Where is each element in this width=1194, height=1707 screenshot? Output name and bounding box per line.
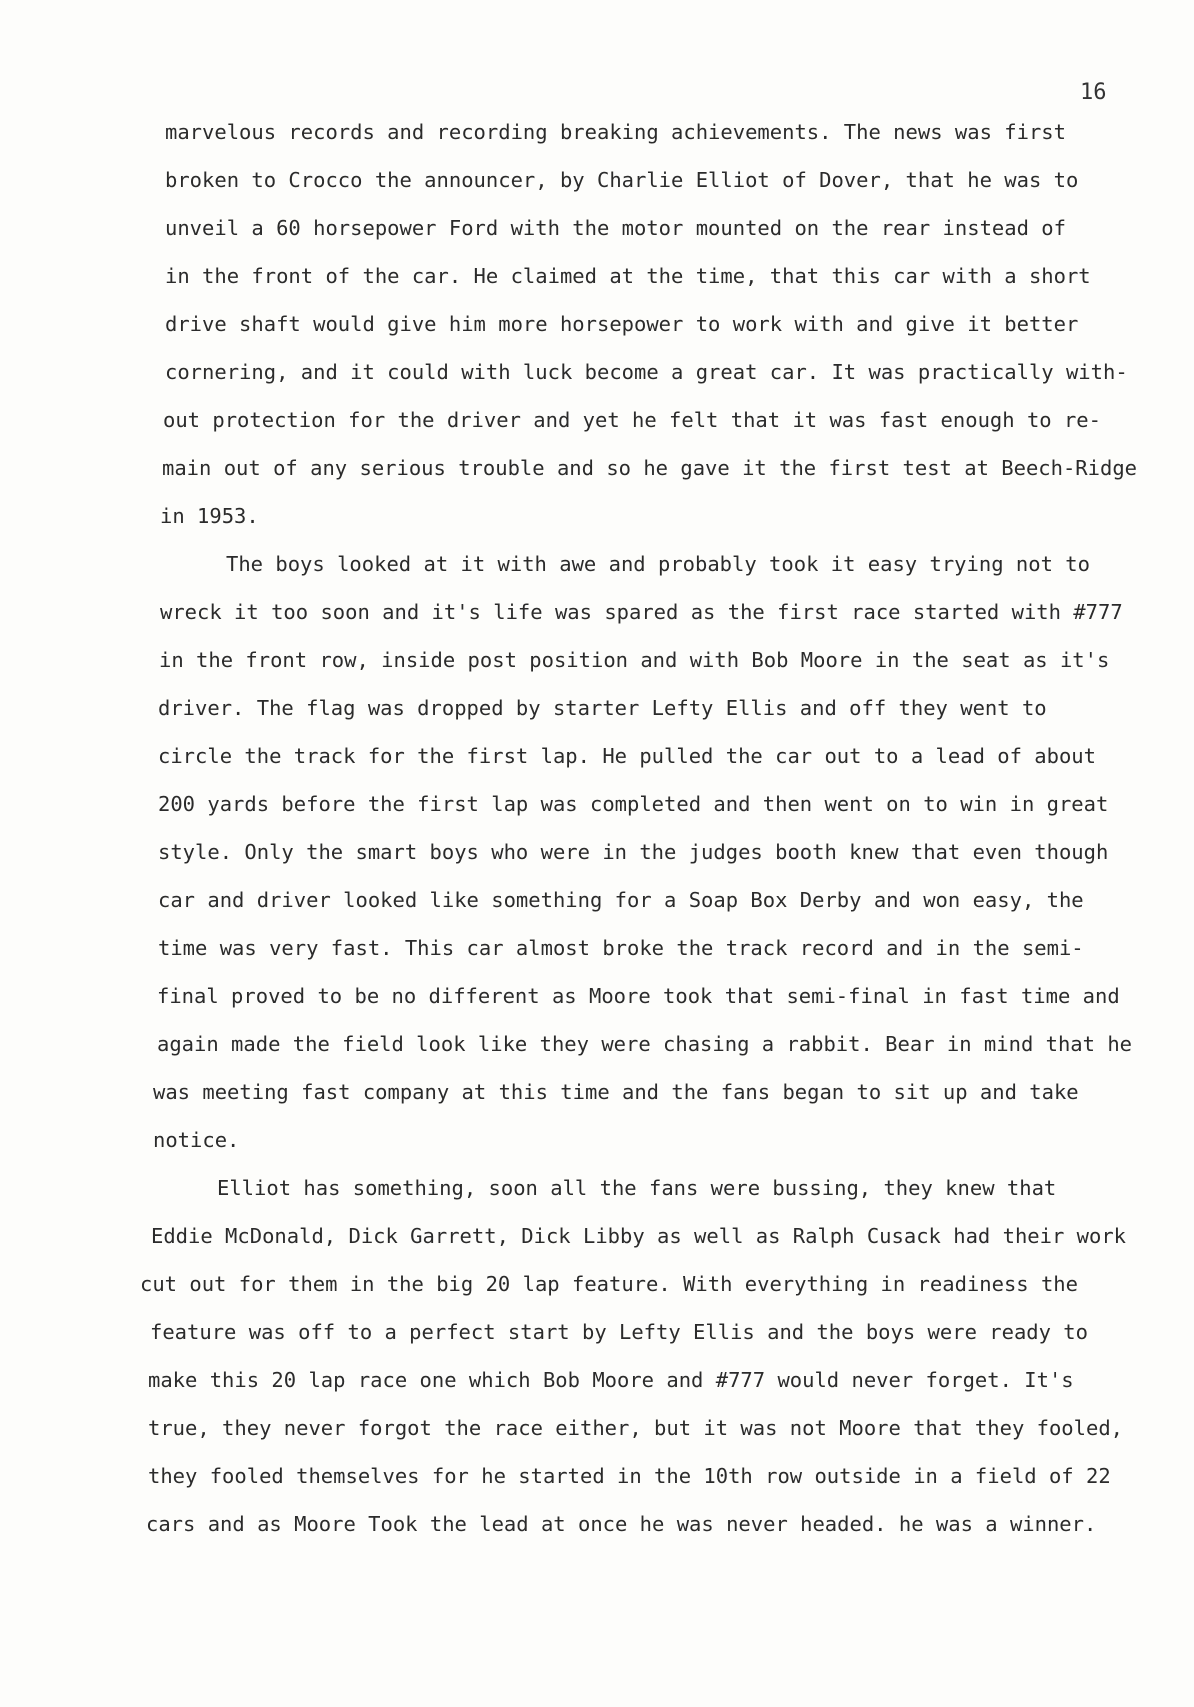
text-line: notice. [153,1128,240,1152]
text-line: was meeting fast company at this time and the fans began to sit up and take [153,1080,1079,1104]
text-line: main out of any serious trouble and so he gave it the first test at Beech-Ridge [162,456,1138,480]
text-line: marvelous records and recording breaking achievements. The news was first [165,120,1066,144]
text-line: drive shaft would give him more horsepower to work with and give it better [165,312,1079,336]
text-line: in the front of the car. He claimed at the time, that this car with a short [165,264,1091,288]
text-line: 200 yards before the first lap was completed and then went on to win in great [158,792,1109,816]
text-line: they fooled themselves for he started in the 10th row outside in a field of 22 [148,1464,1111,1488]
text-line: driver. The flag was dropped by starter Lefty Ellis and off they went to [158,696,1047,720]
text-line: time was very fast. This car almost broke the track record and in the semi- [158,936,1084,960]
text-line: style. Only the smart boys who were in the judges booth knew that even though [158,840,1109,864]
text-line: car and driver looked like something for a Soap Box Derby and won easy, the [158,888,1084,912]
text-line: cars and as Moore Took the lead at once he was never headed. he was a winner. [146,1512,1097,1536]
text-line: out protection for the driver and yet he felt that it was fast enough to re- [163,408,1101,432]
page-number: 16 [1080,80,1107,105]
text-line: circle the track for the first lap. He pulled the car out to a lead of about [158,744,1096,768]
text-line: in the front row, inside post position and with Bob Moore in the seat as it's [159,648,1110,672]
text-line: broken to Crocco the announcer, by Charlie Elliot of Dover, that he was to [165,168,1079,192]
text-line: in 1953. [160,504,259,528]
text-line: feature was off to a perfect start by Lefty Ellis and the boys were ready to [150,1320,1088,1344]
text-line: unveil a 60 horsepower Ford with the motor mounted on the rear instead of [165,216,1066,240]
text-line: cut out for them in the big 20 lap feature. With everything in readiness the [140,1272,1078,1296]
text-line: cornering, and it could with luck become a great car. It was practically with- [165,360,1128,384]
text-line: Eddie McDonald, Dick Garrett, Dick Libby as well as Ralph Cusack had their work [151,1224,1127,1248]
text-line: make this 20 lap race one which Bob Moore and #777 would never forget. It's [148,1368,1074,1392]
text-line: wreck it too soon and it's life was spared as the first race started with #777 [160,600,1123,624]
text-line: final proved to be no different as Moore took that semi-final in fast time and [157,984,1120,1008]
text-line: true, they never forgot the race either, but it was not Moore that they fooled, [148,1416,1124,1440]
text-line: again made the field look like they were chasing a rabbit. Bear in mind that he [157,1032,1133,1056]
text-line: The boys looked at it with awe and probably took it easy trying not to [226,552,1090,576]
text-line: Elliot has something, soon all the fans were bussing, they knew that [217,1176,1057,1200]
